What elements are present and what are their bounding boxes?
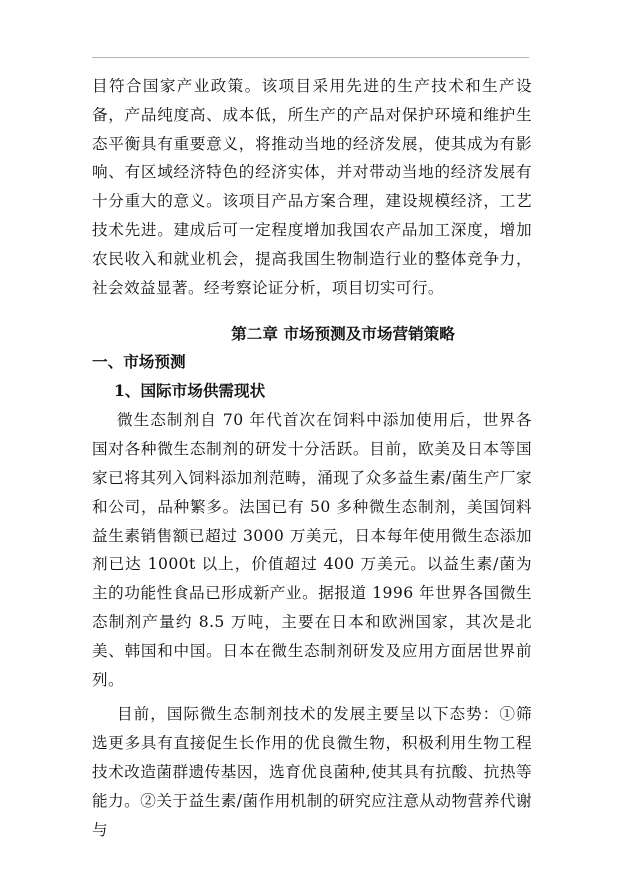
header-rule [92,57,529,58]
subsection-heading: 1、国际市场供需现状 [114,381,266,401]
document-body [92,72,532,844]
intro-paragraph: 目符合国家产业政策。该项目采用先进的生产技术和生产设备，产品纯度高、成本低，所生产的产品对保护环境和维护生态平衡具有重要意义，将推动当地的经济发展，使其成为有影响、有区域经济特色的经济实体，并对带动当地的经济发展有十分重大的意义。该项目产品方案合理，建设规模经济，工艺技术先进。建成后可一定程度增加我国农产品加工深度，增加农民收入和就业机会，提高我国生物制造行业的整体竞争力，社会效益显著。经考察论证分析，项目切实可行。 [92,77,532,297]
body-paragraph: 目前，国际微生态制剂技术的发展主要呈以下态势：①筛选更多具有直接促生长作用的优良微生物，积极利用生物工程技术改造菌群遗传基因，选育优良菌种,使其具有抗酸、抗热等能力。②关于益生素/菌作用机制的研究应注意从动物营养代谢与 [92,705,532,839]
body-paragraph: 微生态制剂自 70 年代首次在饲料中添加使用后，世界各国对各种微生态制剂的研发十分活跃。目前，欧美及日本等国家已将其列入饲料添加剂范畴，涌现了众多益生素/菌生产厂家和公司，品种繁多。法国已有 50 多种微生态制剂，美国饲料益生素销售额已超过 3000 万美元，日本每年使用微生态添加剂已达 1000t 以上，价值超过 400 万美元。以益生素/菌为主的功能性食品已形成新产业。据报道 1996 年世界各国微生态制剂产量约 8.5 万吨，主要在日本和欧洲国家，其次是北美、韩国和中国。日本在微生态制剂研发及应用方面居世界前列。 [92,411,532,689]
section-heading: 一、市场预测 [92,353,186,372]
chapter-title: 第二章 市场预测及市场营销策略 [231,325,455,344]
